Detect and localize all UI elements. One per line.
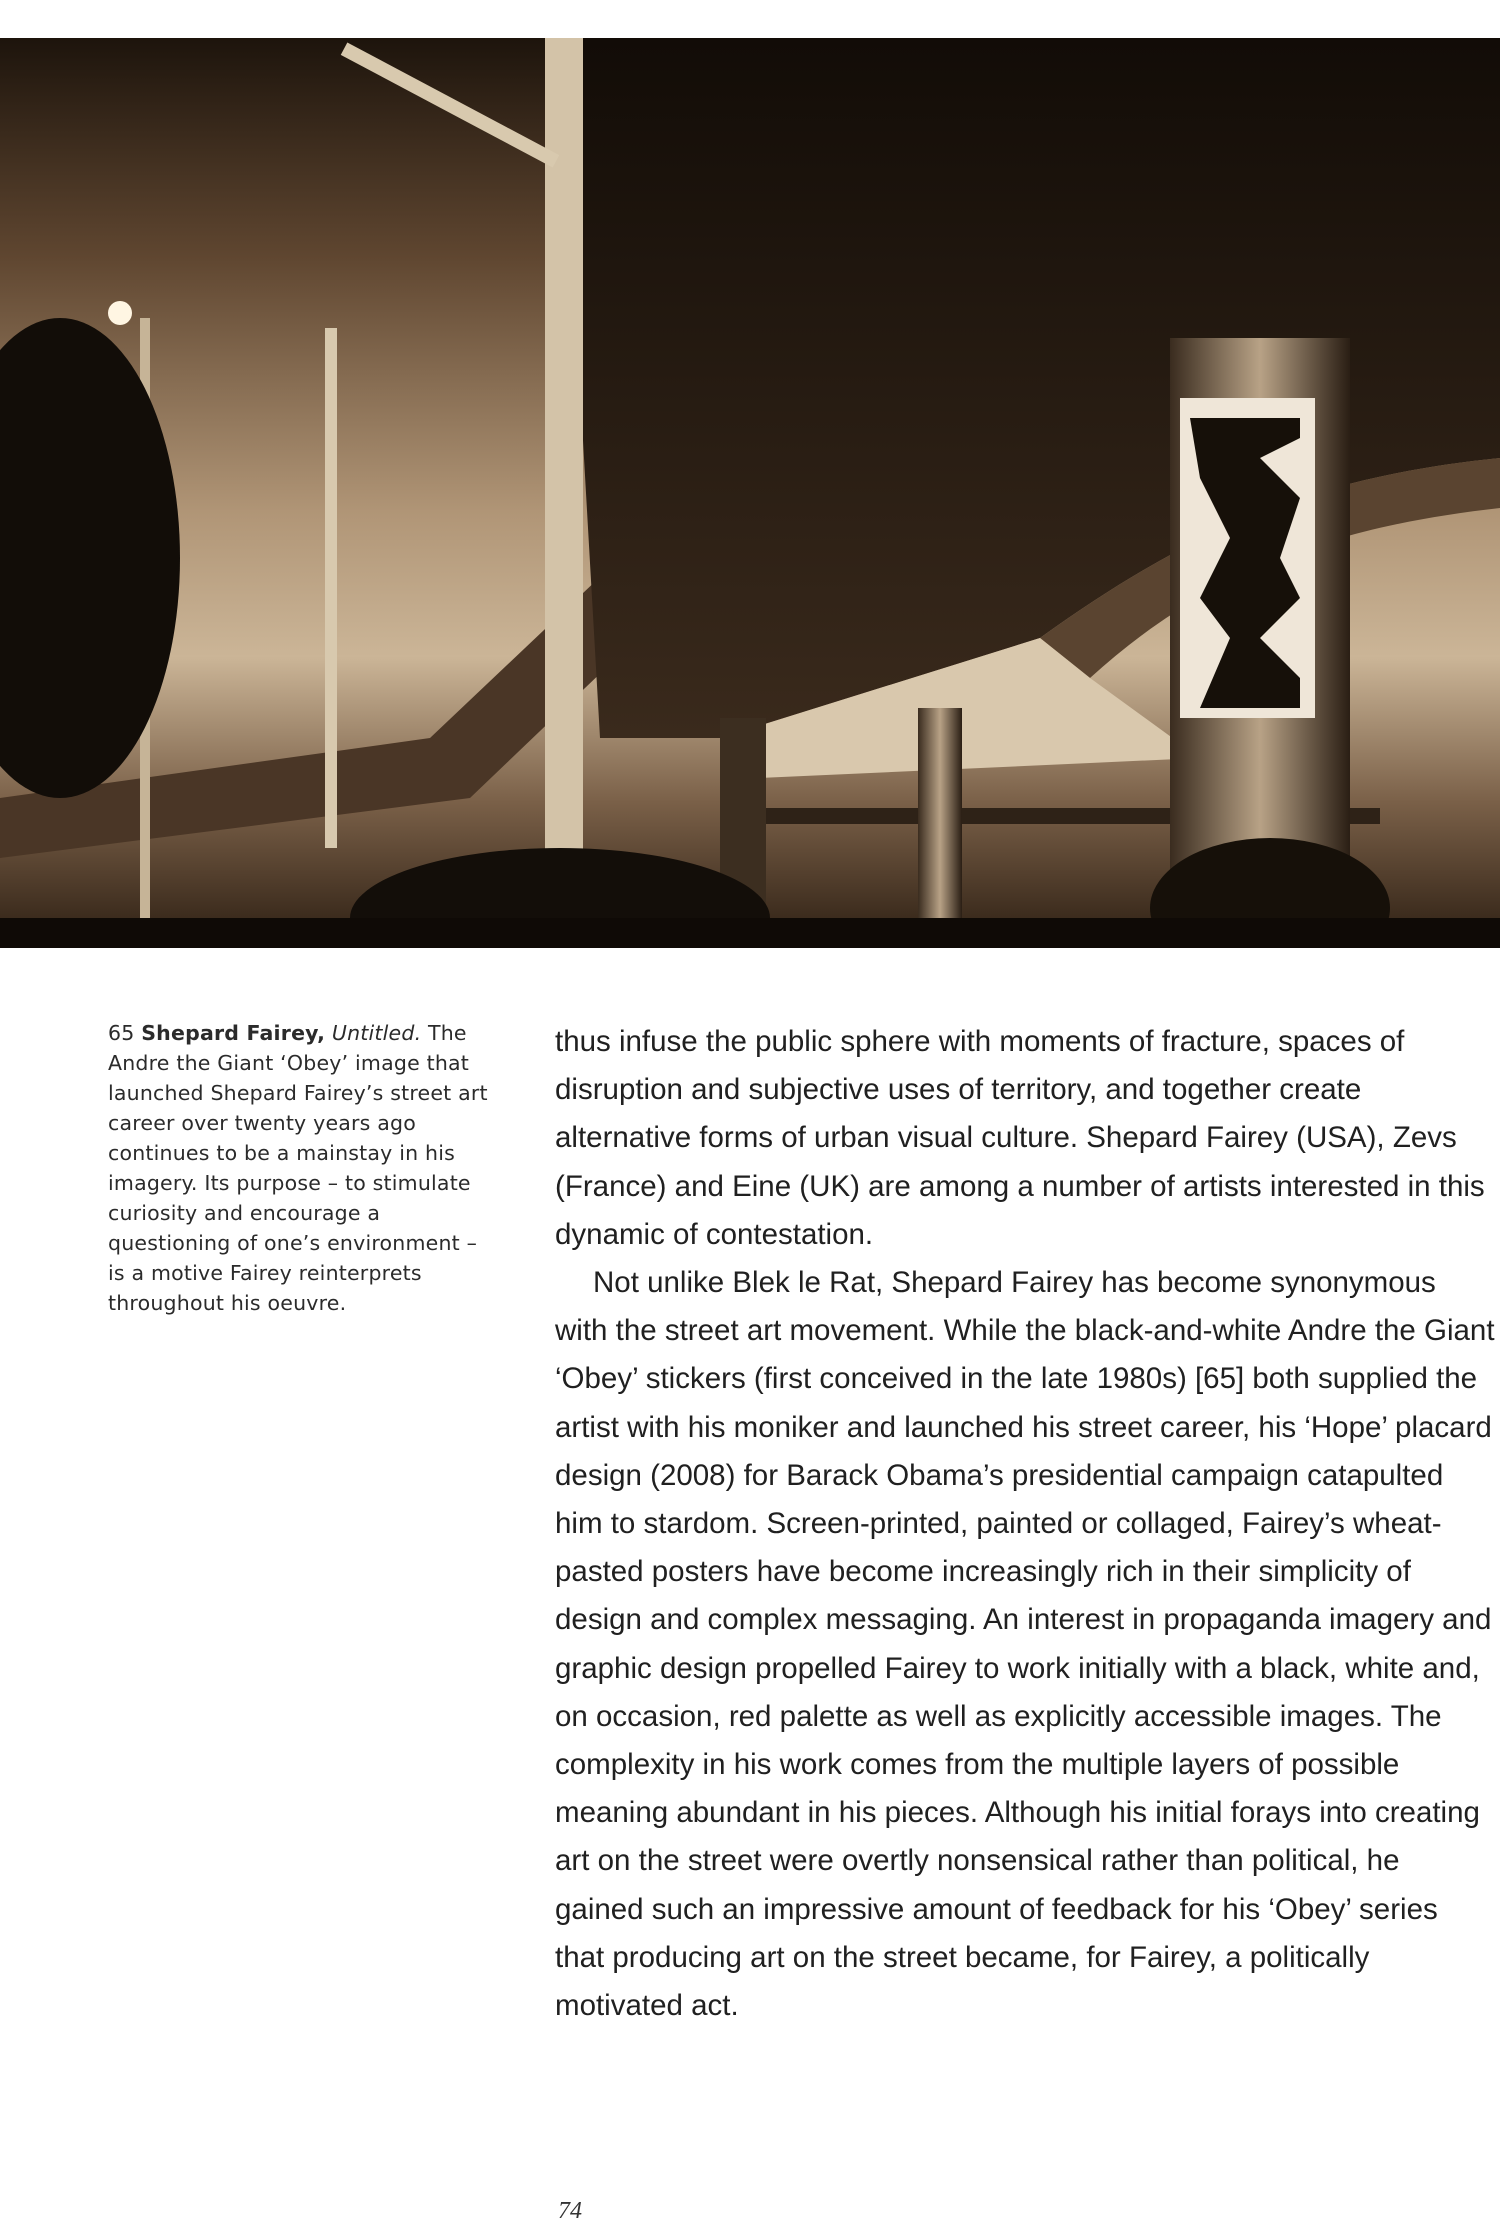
figure-number: 65 (108, 1021, 135, 1045)
figure-artist: Shepard Fairey, (141, 1021, 326, 1045)
body-paragraph-2: Not unlike Blek le Rat, Shepard Fairey has become synonymous with the street art movement. While the black-and-white Andre the Giant ‘Obey’ stickers (first conceived in the late 1980s) [65] both supplied the artist with his moniker and launched his street career, his ‘Hope’ placard design (2008) for Barack Obama’s presidential campaign catapulted him to stardom. Screen-printed, painted or collaged, Fairey’s wheat-pasted posters have become increasingly rich in their simplicity of design and complex messaging. An interest in propaganda imagery and graphic design propelled Fairey to work initially with a black, white and, on occasion, red palette as well as explicitly accessible images. The complexity in his work comes from the multiple layers of possible meaning abundant in his pieces. Although his initial forays into creating art on the street were overtly nonsensical rather than political, he gained such an impressive amount of feedback for his ‘Obey’ series that producing art on the street became, for Fairey, a politically motivated act. (555, 1266, 1495, 2023)
tree-left (0, 318, 180, 798)
ground (0, 918, 1500, 948)
overpass-deck (560, 38, 1500, 738)
figure-title: Untitled. (331, 1021, 422, 1045)
sign-arm (341, 42, 559, 167)
page-number: 74 (558, 2198, 582, 2224)
caption-text: The Andre the Giant ‘Obey’ image that launched Shepard Fairey’s street art career over twenty years ago continues to be a mainstay in his imagery. Its purpose – to stimulate curiosity and encourage a questioning of one’s environment – is a motive Fairey reinterprets throughout his oeuvre. (108, 1021, 488, 1315)
overpass-photo (0, 38, 1500, 948)
body-text (555, 1018, 1495, 2030)
figure-caption (108, 1018, 500, 1318)
street-lamp (108, 301, 132, 325)
sign-post (325, 328, 337, 848)
figure-photo (0, 38, 1500, 948)
body-paragraph-1: thus infuse the public sphere with moments of fracture, spaces of disruption and subjective uses of territory, and together create alternative forms of urban visual culture. Shepard Fairey (USA), Zevs (France) and Eine (UK) are among a number of artists interested in this dynamic of contestation. (555, 1025, 1485, 1251)
pillar-mid-2 (918, 708, 962, 928)
